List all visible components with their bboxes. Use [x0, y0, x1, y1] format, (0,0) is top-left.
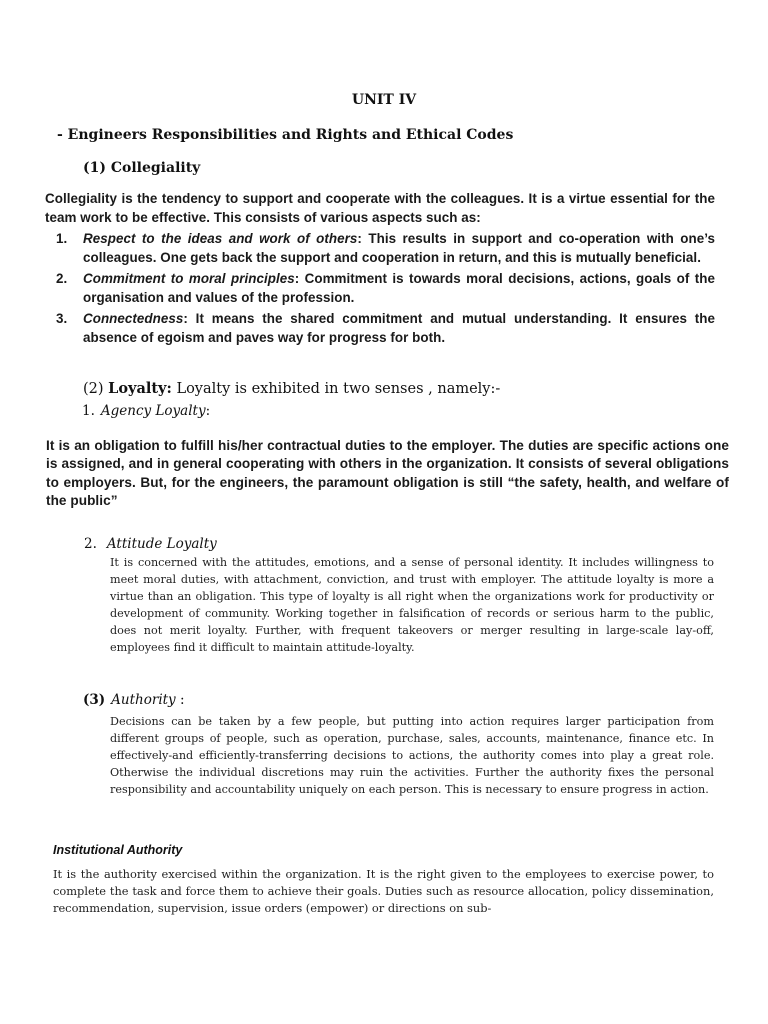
collegiality-list	[56, 230, 715, 350]
attitude-loyalty-heading	[84, 536, 217, 552]
list-item	[56, 230, 715, 267]
list-item	[56, 310, 715, 347]
unit-title: UNIT IV	[351, 92, 417, 108]
section-authority-heading	[83, 692, 185, 708]
list-text: : It means the shared commitment and mutual understanding. It ensures the absence of egoism and paves way for progress for both.	[83, 311, 715, 345]
chapter-subtitle: - Engineers Responsibilities and Rights and Ethical Codes	[57, 127, 514, 143]
colon: :	[175, 692, 185, 708]
list-item	[56, 270, 715, 307]
section-collegiality-heading: (1) Collegiality	[83, 160, 201, 176]
agency-loyalty-heading	[82, 403, 210, 419]
authority-paragraph: Decisions can be taken by a few people, but putting into action requires larger participation from different groups of people, such as operation, purchase, sales, accounts, maintenance, finance etc. In effectively-and efficiently-transferring decisions to actions, the authority comes into play a great role. Otherwise the individual discretions may ruin the activities. Further the authority fixes the personal responsibility and accountability uniquely on each person. This is necessary to ensure progress in action.	[110, 715, 714, 796]
loyalty-intro: Loyalty is exhibited in two senses , namely:-	[176, 381, 501, 397]
section-number: (2)	[83, 381, 104, 397]
agency-loyalty-label: Agency Loyalty	[100, 403, 206, 419]
list-term: Connectedness	[83, 311, 184, 326]
institutional-authority-heading: Institutional Authority	[53, 843, 183, 857]
loyalty-label: Loyalty:	[108, 380, 172, 397]
institutional-authority-paragraph: It is the authority exercised within the organization. It is the right given to the employees to exercise power, to complete the task and force them to achieve their goals. Duties such as resource allocation, policy dissemination, recommendation, supervision, issue orders (empower) or directions on sub-	[53, 867, 714, 915]
colon: :	[205, 403, 211, 419]
list-number: 3.	[56, 311, 68, 326]
list-number: 2.	[56, 271, 68, 286]
section-number: (3)	[83, 692, 106, 708]
attitude-loyalty-label: Attitude Loyalty	[106, 536, 217, 552]
collegiality-intro: Collegiality is the tendency to support and cooperate with the colleagues. It is a virtue essential for the team work to be effective. This consists of various aspects such as:	[45, 191, 715, 225]
list-number: 2.	[84, 536, 97, 552]
list-text: : This results in support and co-operation with one’s colleagues. One gets back the support and cooperation in return, and this is mutually beneficial.	[83, 231, 715, 265]
list-term: Commitment to moral principles	[83, 271, 295, 286]
authority-label: Authority	[111, 692, 176, 708]
list-number: 1.	[82, 403, 95, 419]
list-text: : Commitment is towards moral decisions, actions, goals of the organisation and values of the profession.	[83, 271, 715, 305]
agency-loyalty-paragraph: It is an obligation to fulfill his/her contractual duties to the employer. The duties are specific actions one is assigned, and in general cooperating with others in the organization. It consists of several obligations to employers. But, for the engineers, the paramount obligation is still “the safety, health, and welfare of the public”	[46, 438, 729, 509]
list-term: Respect to the ideas and work of others	[83, 231, 358, 246]
section-loyalty-heading	[83, 380, 500, 397]
list-number: 1.	[56, 231, 68, 246]
attitude-loyalty-paragraph: It is concerned with the attitudes, emotions, and a sense of personal identity. It includes willingness to meet moral duties, with attachment, conviction, and trust with employer. The attitude loyalty is more a virtue than an obligation. This type of loyalty is all right when the organizations work for productivity or development of community. Working together in falsification of records or serious harm to the public, does not merit loyalty. Further, with frequent takeovers or merger resulting in large-scale lay-off, employees find it difficult to maintain attitude-loyalty.	[110, 556, 714, 654]
